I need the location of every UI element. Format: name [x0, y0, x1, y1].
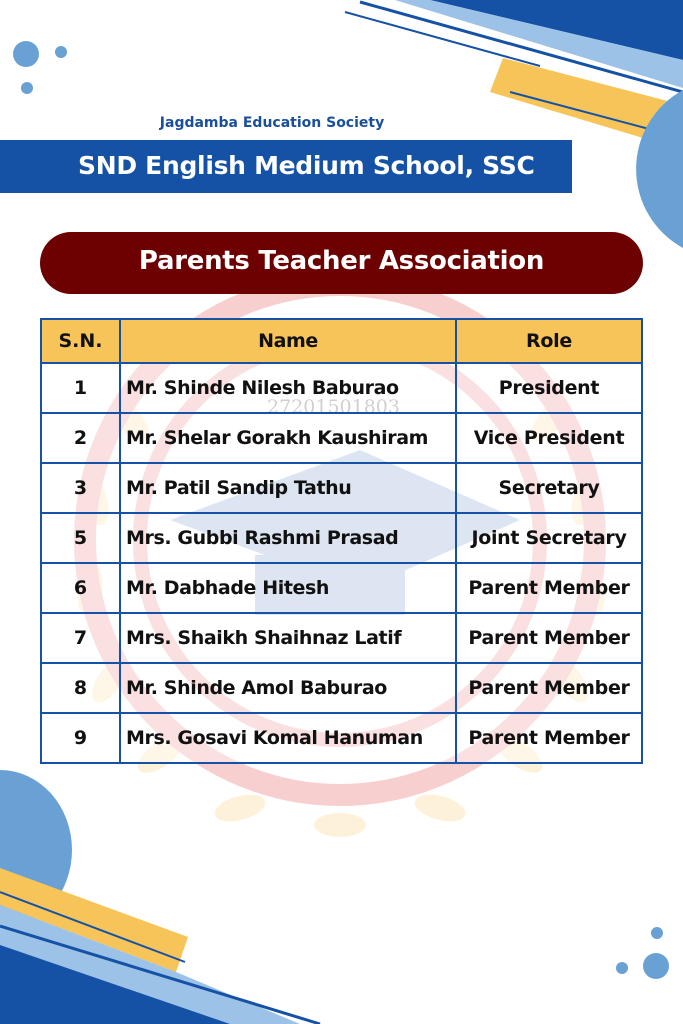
- cell-role: Secretary: [456, 463, 642, 513]
- table-row: [41, 363, 642, 413]
- cell-sn: 6: [41, 563, 120, 613]
- table-row: [41, 413, 642, 463]
- header-sn: S.N.: [41, 319, 120, 363]
- cell-sn: 2: [41, 413, 120, 463]
- section-banner: [40, 232, 643, 294]
- cell-sn: 5: [41, 513, 120, 563]
- table-header-row: [41, 319, 642, 363]
- header-name: Name: [120, 319, 456, 363]
- cell-name: Mr. Shinde Nilesh Baburao: [120, 363, 456, 413]
- header-role: Role: [456, 319, 642, 363]
- table-row: [41, 563, 642, 613]
- cell-name: Mr. Dabhade Hitesh: [120, 563, 456, 613]
- table-row: [41, 513, 642, 563]
- cell-name: Mrs. Gubbi Rashmi Prasad: [120, 513, 456, 563]
- cell-name: Mr. Shinde Amol Baburao: [120, 663, 456, 713]
- cell-name: Mrs. Shaikh Shaihnaz Latif: [120, 613, 456, 663]
- table-row: [41, 463, 642, 513]
- watermark-code: 27201501803: [267, 396, 400, 418]
- cell-role: Joint Secretary: [456, 513, 642, 563]
- school-title: SND English Medium School, SSC: [78, 151, 535, 180]
- cell-role: Parent Member: [456, 663, 642, 713]
- table-row: [41, 713, 642, 763]
- section-title: Parents Teacher Association: [138, 246, 545, 276]
- cell-sn: 3: [41, 463, 120, 513]
- cell-sn: 8: [41, 663, 120, 713]
- cell-role: President: [456, 363, 642, 413]
- pta-members-table: [40, 318, 643, 764]
- cell-sn: 7: [41, 613, 120, 663]
- cell-name: Mr. Patil Sandip Tathu: [120, 463, 456, 513]
- cell-role: Parent Member: [456, 563, 642, 613]
- school-banner: [0, 140, 572, 193]
- cell-role: Parent Member: [456, 713, 642, 763]
- cell-role: Parent Member: [456, 613, 642, 663]
- cell-sn: 9: [41, 713, 120, 763]
- cell-name: Mrs. Gosavi Komal Hanuman: [120, 713, 456, 763]
- cell-role: Vice President: [456, 413, 642, 463]
- cell-name: Mr. Shelar Gorakh Kaushiram: [120, 413, 456, 463]
- cell-sn: 1: [41, 363, 120, 413]
- society-name: Jagdamba Education Society: [159, 115, 385, 131]
- table-row: [41, 663, 642, 713]
- table-row: [41, 613, 642, 663]
